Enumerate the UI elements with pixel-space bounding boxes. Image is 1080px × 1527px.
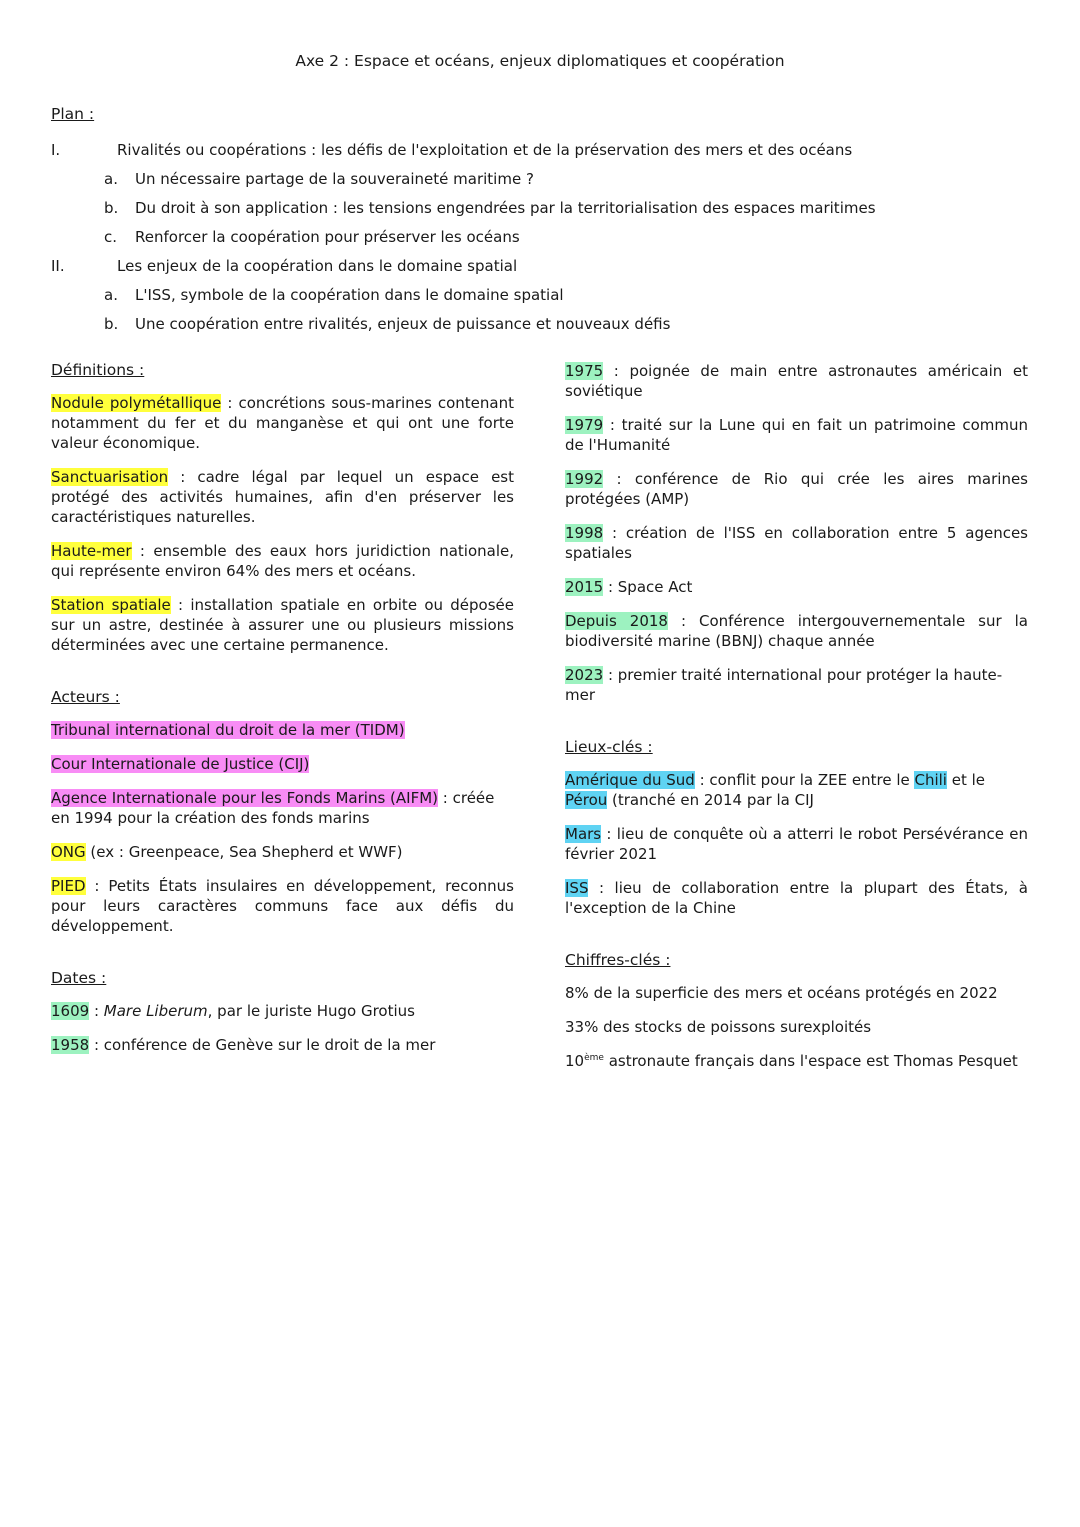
plan-sub-2a-letter: a. — [104, 286, 118, 304]
acteur-term: Cour Internationale de Justice (CIJ) — [51, 755, 310, 773]
timeline-year: 2015 — [565, 578, 604, 596]
date-text: , par le juriste Hugo Grotius — [207, 1002, 415, 1020]
acteur-term: Agence Internationale pour les Fonds Marins (AIFM) — [51, 789, 439, 807]
timeline-item — [565, 415, 1028, 455]
timeline-item — [565, 361, 1028, 401]
chiffres-heading: Chiffres-clés : — [565, 951, 671, 969]
timeline-year: 1979 — [565, 416, 604, 434]
definition-item — [51, 467, 514, 527]
definition-item — [51, 393, 514, 453]
page-title: Axe 2 : Espace et océans, enjeux diplomatiques et coopération — [295, 52, 785, 70]
lieu-item — [565, 878, 1028, 918]
lieu-item — [565, 770, 1028, 810]
date-item — [51, 1035, 514, 1055]
plan-part-2-num: II. — [51, 257, 65, 275]
lieu-text: : lieu de collaboration entre la plupart des États, à l'exception de la Chine — [565, 879, 1028, 917]
lieu-text: et le — [946, 771, 986, 789]
acteur-text: (ex : Greenpeace, Sea Shepherd et WWF) — [85, 843, 403, 861]
plan-part-1-num: I. — [51, 141, 61, 159]
plan-part-1-text: Rivalités ou coopérations : les défis de l'exploitation et de la préservation des mers et des océans — [117, 141, 853, 159]
date-item — [51, 1001, 514, 1021]
plan-sub-1b-text: Du droit à son application : les tensions engendrées par la territorialisation des espaces maritimes — [135, 199, 876, 217]
definitions-heading: Définitions : — [51, 361, 145, 379]
definition-text: : ensemble des eaux hors juridiction nationale, qui représente environ 64% des mers et océans. — [51, 542, 514, 580]
chiffre-number: 10 — [565, 1052, 585, 1070]
left-column — [51, 361, 514, 1055]
chiffre-item: 8% de la superficie des mers et océans protégés en 2022 — [565, 984, 998, 1002]
timeline-year: Depuis 2018 — [565, 612, 668, 630]
date-sep: : — [89, 1002, 104, 1020]
date-sep: : — [89, 1036, 104, 1054]
date-year: 1958 — [51, 1036, 90, 1054]
lieu-term: Mars — [565, 825, 602, 843]
acteur-term: ONG — [51, 843, 86, 861]
plan-sub-2a-text: L'ISS, symbole de la coopération dans le domaine spatial — [135, 286, 564, 304]
plan-sub-1b-letter: b. — [104, 199, 119, 217]
timeline-item — [565, 523, 1028, 563]
plan-sub-2b-text: Une coopération entre rivalités, enjeux de puissance et nouveaux défis — [135, 315, 671, 333]
chiffre-text: astronaute français dans l'espace est Thomas Pesquet — [603, 1052, 1018, 1070]
acteur-item — [51, 876, 514, 936]
timeline-year: 1998 — [565, 524, 604, 542]
plan-sub-2b-letter: b. — [104, 315, 119, 333]
definition-item — [51, 541, 514, 581]
timeline-item — [565, 469, 1028, 509]
date-italic: Mare Liberum — [103, 1002, 208, 1020]
definition-item — [51, 595, 514, 655]
date-text: conférence de Genève sur le droit de la mer — [103, 1036, 436, 1054]
plan-part-2-text: Les enjeux de la coopération dans le domaine spatial — [117, 257, 518, 275]
chiffre-ordinal: ème — [584, 1053, 604, 1063]
plan-sub-1c-text: Renforcer la coopération pour préserver les océans — [135, 228, 520, 246]
acteur-item — [51, 842, 514, 862]
chiffre-item — [565, 1051, 1028, 1071]
right-column — [565, 361, 1028, 1071]
definition-term: Haute-mer — [51, 542, 132, 560]
acteur-item — [51, 754, 514, 774]
lieu-item — [565, 824, 1028, 864]
lieu-text: : conflit pour la ZEE entre le — [694, 771, 915, 789]
definition-text: : installation spatiale en orbite ou déposée sur un astre, destinée à assurer une ou plusieurs missions déterminées avec une certaine permanence. — [51, 596, 514, 654]
timeline-year: 1992 — [565, 470, 604, 488]
timeline-text: : création de l'ISS en collaboration entre 5 agences spatiales — [565, 524, 1028, 562]
plan-sub-1c-letter: c. — [104, 228, 118, 246]
acteur-text: : Petits États insulaires en développement, reconnus pour leurs caractères communs face aux défis du développement. — [51, 877, 514, 935]
timeline-year: 1975 — [565, 362, 604, 380]
acteur-item — [51, 788, 514, 828]
acteur-text: : créée en 1994 pour la création des fonds marins — [51, 789, 495, 827]
lieu-term: ISS — [565, 879, 589, 897]
definition-text: : cadre légal par lequel un espace est protégé des activités humaines, afin d'en préserver les caractéristiques naturelles. — [51, 468, 514, 526]
lieu-term-chili: Chili — [914, 771, 947, 789]
definition-text: : concrétions sous-marines contenant notamment du fer et du manganèse et qui ont une forte valeur économique. — [51, 394, 514, 452]
timeline-year: 2023 — [565, 666, 604, 684]
lieu-text: (tranché en 2014 par la CIJ — [607, 791, 814, 809]
plan-sub-1a-text: Un nécessaire partage de la souveraineté maritime ? — [135, 170, 534, 188]
plan-sub-1a-letter: a. — [104, 170, 118, 188]
lieu-text: : lieu de conquête où a atterri le robot Persévérance en février 2021 — [565, 825, 1028, 863]
definition-term: Station spatiale — [51, 596, 171, 614]
timeline-text: : conférence de Rio qui crée les aires marines protégées (AMP) — [565, 470, 1028, 508]
acteur-item — [51, 720, 514, 740]
definition-term: Sanctuarisation — [51, 468, 169, 486]
plan-heading: Plan : — [51, 105, 95, 123]
lieu-term-perou: Pérou — [565, 791, 608, 809]
acteurs-heading: Acteurs : — [51, 688, 120, 706]
timeline-text: : premier traité international pour protéger la haute-mer — [565, 666, 1003, 704]
date-year: 1609 — [51, 1002, 90, 1020]
timeline-item — [565, 665, 1028, 705]
chiffre-item: 33% des stocks de poissons surexploités — [565, 1018, 872, 1036]
timeline-text: : Space Act — [603, 578, 693, 596]
timeline-text: : poignée de main entre astronautes américain et soviétique — [565, 362, 1028, 400]
lieux-heading: Lieux-clés : — [565, 738, 653, 756]
acteur-term: Tribunal international du droit de la mer (TIDM) — [51, 721, 405, 739]
timeline-item — [565, 611, 1028, 651]
timeline-text: : traité sur la Lune qui en fait un patrimoine commun de l'Humanité — [565, 416, 1028, 454]
definition-term: Nodule polymétallique — [51, 394, 222, 412]
timeline-text: : Conférence intergouvernementale sur la biodiversité marine (BBNJ) chaque année — [565, 612, 1028, 650]
dates-heading: Dates : — [51, 969, 107, 987]
lieu-term: Amérique du Sud — [565, 771, 695, 789]
acteur-term: PIED — [51, 877, 86, 895]
timeline-item — [565, 577, 1028, 597]
